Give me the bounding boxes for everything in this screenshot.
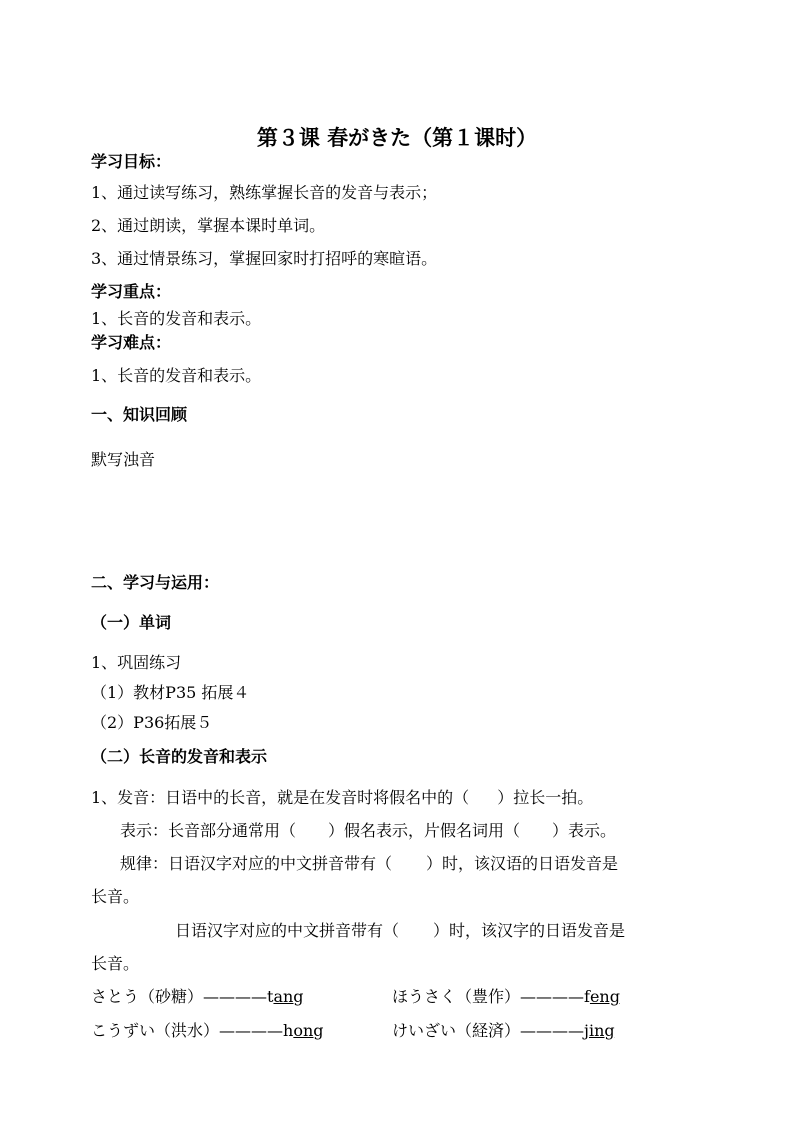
- example-pinyin-prefix: j: [584, 1021, 589, 1040]
- example-pinyin-final: ong: [293, 1021, 324, 1040]
- example-pinyin-final: eng: [589, 987, 620, 1006]
- example-word: さとう（砂糖）: [91, 987, 204, 1006]
- sub1-item-2: （2）P36拓展５: [91, 713, 213, 732]
- sub2-heading: （二）长音的发音和表示: [91, 747, 268, 766]
- rule2-line: [175, 921, 625, 941]
- example-pinyin-final: ang: [273, 987, 304, 1006]
- section1-heading: 一、知识回顾: [91, 405, 188, 424]
- example-pinyin-prefix: h: [283, 1021, 294, 1040]
- example-word: ほうさく（豊作）: [392, 987, 521, 1006]
- example-dash: ————: [520, 987, 585, 1006]
- example-word: こうずい（洪水）: [91, 1021, 220, 1040]
- rule1-text-pre: 规律：日语汉字对应的中文拼音带有（: [120, 854, 393, 873]
- example-word: けいざい（経済）: [392, 1021, 521, 1040]
- repr-text-pre: 表示：长音部分通常用（: [120, 821, 297, 840]
- pron-text-pre: 1、发音：日语中的长音，就是在发音时将假名中的（: [91, 788, 470, 807]
- rule2-text-post: ）时，该汉字的日语发音是: [433, 921, 626, 940]
- sub1-item: 1、巩固练习: [91, 653, 182, 672]
- difficulties-heading: 学习难点：: [91, 333, 172, 352]
- example-row-1: [91, 987, 731, 1007]
- pron-text-post: ）拉长一拍。: [497, 788, 594, 807]
- example-pinyin-prefix: f: [584, 987, 590, 1006]
- repr-text-mid: ）假名表示，片假名词用（: [328, 821, 521, 840]
- page-title: 第３课 春がきた（第１课时）: [256, 126, 538, 150]
- pronunciation-line: [91, 788, 593, 808]
- example-pinyin-final: ing: [588, 1021, 615, 1040]
- example-dash: ————: [203, 987, 268, 1006]
- difficulties-item: 1、长音的发音和表示。: [91, 366, 262, 385]
- sub1-heading: （一）单词: [91, 613, 172, 632]
- rule1-line: [120, 854, 618, 874]
- goal-item-3: 3、通过情景练习，掌握回家时打招呼的寒暄语。: [91, 249, 438, 268]
- example-item-2: [392, 987, 620, 1007]
- key-points-item: 1、长音的发音和表示。: [91, 309, 262, 328]
- example-row-2: [91, 1021, 731, 1041]
- sub1-item-1: （1）教材P35 拓展４: [91, 683, 250, 702]
- section2-heading: 二、学习与运用：: [91, 573, 220, 592]
- rule1-text-post: ）时，该汉语的日语发音是: [426, 854, 619, 873]
- rule1-cont: 长音。: [91, 887, 140, 906]
- rule2-cont: 长音。: [91, 954, 140, 973]
- representation-line: [120, 821, 616, 841]
- repr-text-post: ）表示。: [552, 821, 617, 840]
- key-points-heading: 学习重点：: [91, 282, 172, 301]
- example-dash: ————: [219, 1021, 284, 1040]
- section1-task: 默写浊音: [91, 450, 156, 469]
- goal-item-1: 1、通过读写练习，熟练掌握长音的发音与表示；: [91, 183, 438, 202]
- example-item-4: [392, 1021, 615, 1041]
- goal-item-2: 2、通过朗读，掌握本课时单词。: [91, 216, 326, 235]
- example-pinyin-prefix: t: [267, 987, 274, 1006]
- goals-heading: 学习目标：: [91, 152, 172, 171]
- rule2-text-pre: 日语汉字对应的中文拼音带有（: [175, 921, 400, 940]
- example-dash: ————: [520, 1021, 585, 1040]
